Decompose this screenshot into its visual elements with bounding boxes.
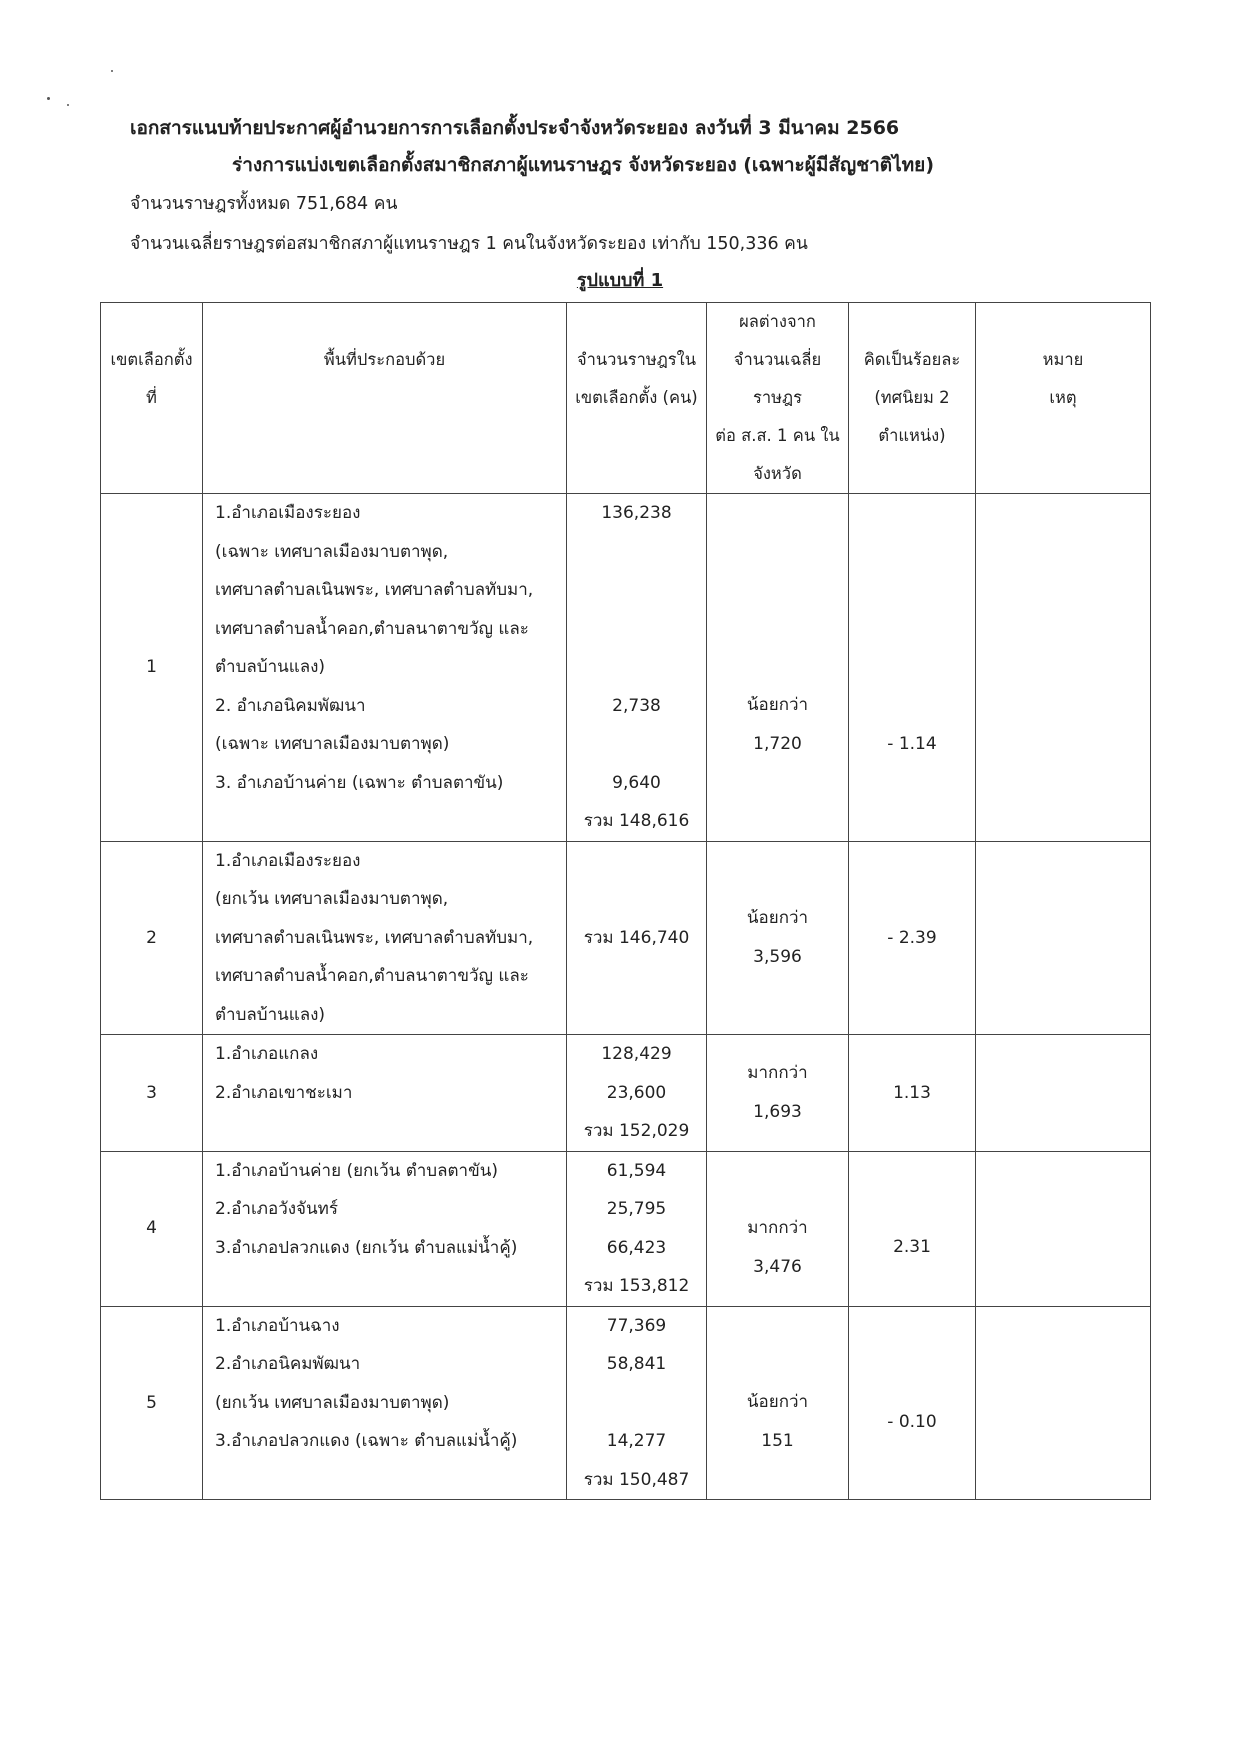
difference-line: มากกว่า <box>747 1063 808 1084</box>
header-district-line: ที่ <box>146 388 157 407</box>
difference-line: น้อยกว่า <box>746 1392 809 1413</box>
area-line: เทศบาลตำบลน้ำคอก,ตำบลนาตาขวัญ และ <box>215 618 529 639</box>
table-row <box>101 841 1151 1035</box>
table-row <box>101 1151 1151 1306</box>
area-line: 2.อำเภอเขาชะเมา <box>215 1082 353 1103</box>
document-subtitle: ร่างการแบ่งเขตเลือกตั้งสมาชิกสภาผู้แทนราษฎร จังหวัดระยอง (เฉพาะผู้มีสัญชาติไทย) <box>232 154 934 176</box>
population-line <box>567 648 706 687</box>
percent-value: - 1.14 <box>887 733 937 754</box>
total-population-line: จำนวนราษฎรทั้งหมด 751,684 คน <box>130 194 398 214</box>
population-cell <box>567 494 707 842</box>
population-line: รวม 148,616 <box>583 811 690 831</box>
header-difference-line: จำนวนเฉลี่ย <box>733 350 822 369</box>
area-line: 2.อำเภอนิคมพัฒนา <box>215 1354 361 1374</box>
scan-speck <box>67 104 69 106</box>
percent-value: 1.13 <box>893 1082 931 1103</box>
area-line: 3. อำเภอบ้านค่าย (เฉพาะ ตำบลตาขัน) <box>215 772 504 793</box>
population-line: รวม 146,740 <box>583 927 690 948</box>
area-line: ตำบลบ้านแลง) <box>215 657 326 677</box>
area-line: 3.อำเภอปลวกแดง (ยกเว้น ตำบลแม่น้ำคู้) <box>215 1237 518 1258</box>
percent-cell <box>849 1306 976 1500</box>
area-cell <box>203 1306 567 1500</box>
area-line: 1.อำเภอบ้านค่าย (ยกเว้น ตำบลตาขัน) <box>215 1160 498 1181</box>
percent-cell <box>849 1035 976 1152</box>
header-difference-line: ราษฎร <box>753 388 802 407</box>
area-line: เทศบาลตำบลเนินพระ, เทศบาลตำบลทับมา, <box>215 580 534 600</box>
population-line: รวม 150,487 <box>583 1469 690 1490</box>
header-population-line: เขตเลือกตั้ง (คน) <box>575 388 698 407</box>
difference-line: 1,693 <box>753 1101 802 1122</box>
district-table <box>100 302 1151 1500</box>
area-line: เทศบาลตำบลน้ำคอก,ตำบลนาตาขวัญ และ <box>215 966 529 986</box>
area-line: 1.อำเภอแกลง <box>215 1044 319 1064</box>
header-population <box>567 303 707 494</box>
area-line: เทศบาลตำบลเนินพระ, เทศบาลตำบลทับมา, <box>215 927 534 948</box>
format-heading-text: รูปแบบที่ 1 <box>576 270 664 291</box>
district-number: 2 <box>146 927 157 948</box>
area-cell <box>203 1151 567 1306</box>
area-line: 3.อำเภอปลวกแดง (เฉพาะ ตำบลแม่น้ำคู้) <box>215 1431 518 1451</box>
remark-cell <box>976 1306 1151 1500</box>
header-district <box>101 303 203 494</box>
difference-line: น้อยกว่า <box>746 695 809 716</box>
area-line: (ยกเว้น เทศบาลเมืองมาบตาพุด) <box>215 1392 450 1413</box>
area-line <box>215 1267 566 1306</box>
district-number: 4 <box>146 1218 157 1239</box>
area-line: ตำบลบ้านแลง) <box>215 1004 326 1025</box>
difference-cell <box>707 494 849 842</box>
percent-value: - 2.39 <box>887 927 937 948</box>
header-district-line: เขตเลือกตั้ง <box>110 350 193 369</box>
percent-cell <box>849 494 976 842</box>
district-number: 3 <box>146 1082 157 1103</box>
header-difference <box>707 303 849 494</box>
header-difference-line: จังหวัด <box>753 464 802 483</box>
population-line: รวม 153,812 <box>583 1276 690 1296</box>
district-number-cell <box>101 1151 203 1306</box>
format-heading <box>0 265 1240 294</box>
header-percent-line: (ทศนิยม 2 <box>874 388 950 407</box>
area-line: 1.อำเภอบ้านฉาง <box>215 1315 340 1336</box>
population-line: 136,238 <box>601 503 672 523</box>
difference-line: 151 <box>761 1430 794 1451</box>
population-cell <box>567 1151 707 1306</box>
population-line <box>567 725 706 764</box>
difference-line: 3,596 <box>753 946 802 967</box>
header-population-line: จำนวนราษฎรใน <box>576 350 697 369</box>
population-cell <box>567 1306 707 1500</box>
area-line: (ยกเว้น เทศบาลเมืองมาบตาพุด, <box>215 889 449 909</box>
table-header-row <box>101 303 1151 494</box>
population-line: 58,841 <box>606 1354 667 1374</box>
difference-cell <box>707 1151 849 1306</box>
header-percent-line: ตำแหน่ง) <box>878 426 946 445</box>
area-line: 2.อำเภอวังจันทร์ <box>215 1199 338 1219</box>
remark-cell <box>976 841 1151 1035</box>
table-row <box>101 1035 1151 1152</box>
header-percent <box>849 303 976 494</box>
area-cell <box>203 1035 567 1152</box>
header-remark-line: เหตุ <box>1049 388 1077 407</box>
district-number-cell <box>101 494 203 842</box>
difference-line: 3,476 <box>753 1256 802 1277</box>
document-title: เอกสารแนบท้ายประกาศผู้อำนวยการการเลือกตั้งประจำจังหวัดระยอง ลงวันที่ 3 มีนาคม 2566 <box>130 117 900 139</box>
percent-value: - 0.10 <box>887 1411 937 1432</box>
area-cell <box>203 494 567 842</box>
header-area-line: พื้นที่ประกอบด้วย <box>323 350 446 369</box>
population-line <box>567 1384 706 1423</box>
population-line: 61,594 <box>606 1160 667 1181</box>
scan-speck <box>47 97 50 100</box>
population-cell <box>567 841 707 1035</box>
area-line: (เฉพาะ เทศบาลเมืองมาบตาพุด, <box>215 541 449 562</box>
percent-cell <box>849 841 976 1035</box>
population-line: 66,423 <box>606 1237 667 1258</box>
difference-line: น้อยกว่า <box>746 908 809 929</box>
remark-cell <box>976 1035 1151 1152</box>
district-number-cell <box>101 1306 203 1500</box>
table-row <box>101 494 1151 842</box>
district-number: 1 <box>146 657 157 677</box>
percent-value: 2.31 <box>893 1237 931 1258</box>
district-number-cell <box>101 841 203 1035</box>
average-population-line: จำนวนเฉลี่ยราษฎรต่อสมาชิกสภาผู้แทนราษฎร 1 คนในจังหวัดระยอง เท่ากับ 150,336 คน <box>130 234 808 254</box>
district-number-cell <box>101 1035 203 1152</box>
area-line: 1.อำเภอเมืองระยอง <box>215 503 361 523</box>
remark-cell <box>976 494 1151 842</box>
table-row <box>101 1306 1151 1500</box>
difference-cell <box>707 841 849 1035</box>
area-line: 2. อำเภอนิคมพัฒนา <box>215 695 366 716</box>
population-cell <box>567 1035 707 1152</box>
header-remark-line: หมาย <box>1042 350 1084 369</box>
difference-line: มากกว่า <box>747 1218 808 1238</box>
area-line: (เฉพาะ เทศบาลเมืองมาบตาพุด) <box>215 734 450 754</box>
district-number: 5 <box>146 1392 157 1413</box>
remark-cell <box>976 1151 1151 1306</box>
area-cell <box>203 841 567 1035</box>
header-percent-line: คิดเป็นร้อยละ <box>863 350 961 369</box>
population-line <box>567 571 706 610</box>
area-line <box>215 1461 566 1500</box>
difference-cell <box>707 1306 849 1500</box>
population-line: รวม 152,029 <box>583 1121 690 1141</box>
scan-speck <box>111 70 113 72</box>
population-line: 25,795 <box>606 1199 667 1219</box>
header-area <box>203 303 567 494</box>
area-line <box>215 802 566 841</box>
population-line: 9,640 <box>612 772 661 793</box>
difference-line: 1,720 <box>753 733 802 754</box>
header-difference-line: ต่อ ส.ส. 1 คน ใน <box>715 426 840 445</box>
population-line: 2,738 <box>612 695 661 716</box>
population-line: 77,369 <box>606 1315 667 1336</box>
population-line <box>567 610 706 649</box>
percent-cell <box>849 1151 976 1306</box>
header-remark <box>976 303 1151 494</box>
population-line: 14,277 <box>606 1431 667 1451</box>
area-line <box>215 1112 566 1151</box>
difference-cell <box>707 1035 849 1152</box>
population-line <box>567 533 706 572</box>
header-difference-line: ผลต่างจาก <box>739 312 816 331</box>
area-line: 1.อำเภอเมืองระยอง <box>215 850 361 871</box>
population-line: 23,600 <box>606 1082 667 1103</box>
population-line: 128,429 <box>601 1044 672 1064</box>
